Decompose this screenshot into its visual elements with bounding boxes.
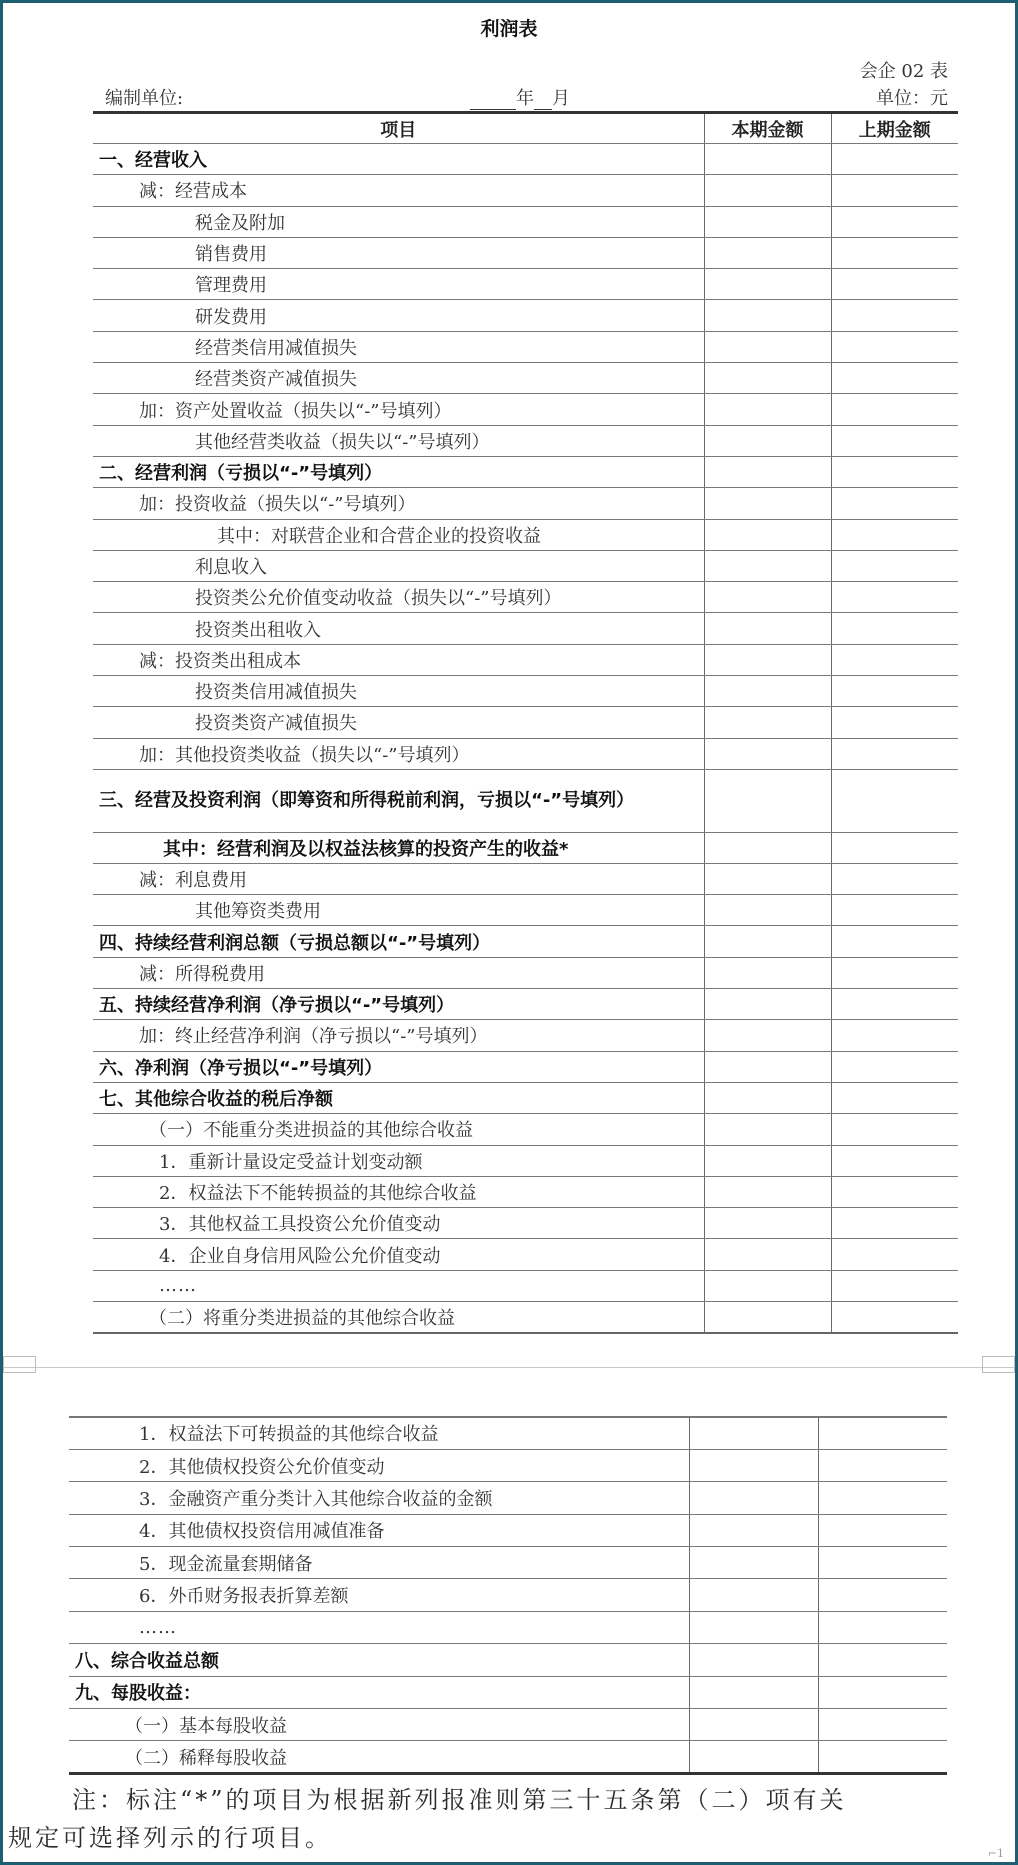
row-item-label: 2．其他债权投资公允价值变动 bbox=[69, 1449, 689, 1481]
table-row bbox=[93, 144, 958, 175]
row-item-label: 其中：对联营企业和合营企业的投资收益 bbox=[93, 519, 704, 550]
prior-period-amount-cell[interactable] bbox=[831, 175, 958, 206]
prior-period-amount-cell[interactable] bbox=[831, 1020, 958, 1051]
current-period-amount-cell[interactable] bbox=[704, 613, 831, 644]
row-item-label: 经营类信用减值损失 bbox=[93, 331, 704, 362]
table-row bbox=[93, 989, 958, 1020]
prior-period-amount-cell[interactable] bbox=[831, 425, 958, 456]
prior-period-amount-cell[interactable] bbox=[831, 895, 958, 926]
row-item-label: 五、持续经营净利润（净亏损以“-”号填列） bbox=[93, 989, 704, 1020]
row-item-label: 减：所得税费用 bbox=[93, 957, 704, 988]
row-item-label: 3．其他权益工具投资公允价值变动 bbox=[93, 1208, 704, 1239]
prior-period-amount-cell[interactable] bbox=[831, 206, 958, 237]
table-row bbox=[93, 1145, 958, 1176]
table-row bbox=[93, 676, 958, 707]
prior-period-amount-cell[interactable] bbox=[831, 519, 958, 550]
row-item-label: 二、经营利润（亏损以“-”号填列） bbox=[93, 456, 704, 487]
row-item-label: （二）将重分类进损益的其他综合收益 bbox=[93, 1301, 704, 1332]
current-period-amount-cell[interactable] bbox=[689, 1611, 818, 1643]
footnote-line-2: 规定可选择列示的行项目。 bbox=[8, 1824, 332, 1852]
prior-period-amount-cell[interactable] bbox=[831, 1270, 958, 1301]
prior-period-amount-cell[interactable] bbox=[831, 582, 958, 613]
row-item-label: 1．重新计量设定受益计划变动额 bbox=[93, 1145, 704, 1176]
table-row bbox=[93, 582, 958, 613]
table-body bbox=[69, 1417, 947, 1773]
row-item-label: 七、其他综合收益的税后净额 bbox=[93, 1082, 704, 1113]
current-period-amount-cell[interactable] bbox=[704, 269, 831, 300]
current-period-amount-cell[interactable] bbox=[689, 1741, 818, 1773]
current-period-amount-cell[interactable] bbox=[689, 1644, 818, 1676]
table-row bbox=[69, 1482, 947, 1514]
prior-period-amount-cell[interactable] bbox=[831, 769, 958, 832]
current-period-amount-cell[interactable] bbox=[689, 1676, 818, 1708]
prior-period-amount-cell[interactable] bbox=[831, 1145, 958, 1176]
table-row bbox=[93, 1239, 958, 1270]
report-period bbox=[470, 84, 570, 110]
row-item-label: 其他筹资类费用 bbox=[93, 895, 704, 926]
current-period-amount-cell[interactable] bbox=[704, 1270, 831, 1301]
current-period-amount-cell[interactable] bbox=[704, 926, 831, 957]
year-label: 年 bbox=[516, 88, 534, 109]
current-period-amount-cell[interactable] bbox=[704, 1301, 831, 1332]
prior-period-amount-cell[interactable] bbox=[831, 1208, 958, 1239]
prior-period-amount-cell[interactable] bbox=[818, 1709, 947, 1741]
table-row bbox=[93, 1301, 958, 1332]
prior-period-amount-cell[interactable] bbox=[831, 300, 958, 331]
row-item-label: 经营类资产减值损失 bbox=[93, 363, 704, 394]
current-period-amount-cell[interactable] bbox=[704, 488, 831, 519]
current-period-amount-cell[interactable] bbox=[704, 1020, 831, 1051]
table-row bbox=[93, 957, 958, 988]
prior-period-amount-cell[interactable] bbox=[831, 926, 958, 957]
current-period-amount-cell[interactable] bbox=[704, 206, 831, 237]
table-row bbox=[93, 425, 958, 456]
row-item-label: （一）基本每股收益 bbox=[69, 1709, 689, 1741]
row-item-label: 投资类公允价值变动收益（损失以“-”号填列） bbox=[93, 582, 704, 613]
table-row bbox=[69, 1741, 947, 1773]
row-item-label: 销售费用 bbox=[93, 237, 704, 268]
table-row bbox=[93, 832, 958, 863]
table-row bbox=[93, 550, 958, 581]
row-item-label: 四、持续经营利润总额（亏损总额以“-”号填列） bbox=[93, 926, 704, 957]
table-row bbox=[93, 269, 958, 300]
table-row bbox=[93, 613, 958, 644]
current-period-amount-cell[interactable] bbox=[704, 707, 831, 738]
row-item-label: 利息收入 bbox=[93, 550, 704, 581]
prior-period-amount-cell[interactable] bbox=[831, 394, 958, 425]
prior-period-amount-cell[interactable] bbox=[818, 1547, 947, 1579]
table-row bbox=[93, 738, 958, 769]
table-row bbox=[93, 488, 958, 519]
footnote bbox=[8, 1781, 1008, 1857]
current-period-amount-cell[interactable] bbox=[704, 456, 831, 487]
table-row bbox=[93, 1176, 958, 1207]
table-row bbox=[93, 769, 958, 832]
table-row bbox=[93, 237, 958, 268]
row-item-label: 六、净利润（净亏损以“-”号填列） bbox=[93, 1051, 704, 1082]
prior-period-amount-cell[interactable] bbox=[818, 1644, 947, 1676]
row-item-label: 其中：经营利润及以权益法核算的投资产生的收益* bbox=[93, 832, 704, 863]
prior-period-amount-cell[interactable] bbox=[831, 269, 958, 300]
table-row bbox=[93, 175, 958, 206]
row-item-label: 4．其他债权投资信用减值准备 bbox=[69, 1514, 689, 1546]
table-row bbox=[93, 331, 958, 362]
row-item-label: 研发费用 bbox=[93, 300, 704, 331]
table-row bbox=[69, 1514, 947, 1546]
table-row bbox=[93, 895, 958, 926]
prior-period-amount-cell[interactable] bbox=[818, 1514, 947, 1546]
current-period-amount-cell[interactable] bbox=[704, 237, 831, 268]
form-code: 会企 02 表 bbox=[859, 61, 948, 82]
row-item-label: 加：投资收益（损失以“-”号填列） bbox=[93, 488, 704, 519]
row-item-label: 1．权益法下可转损益的其他综合收益 bbox=[69, 1417, 689, 1449]
row-item-label: 税金及附加 bbox=[93, 206, 704, 237]
prior-period-amount-cell[interactable] bbox=[831, 144, 958, 175]
row-item-label: 管理费用 bbox=[93, 269, 704, 300]
current-period-amount-cell[interactable] bbox=[689, 1709, 818, 1741]
prior-period-amount-cell[interactable] bbox=[831, 644, 958, 675]
current-period-amount-cell[interactable] bbox=[704, 863, 831, 894]
currency-unit: 单位：元 bbox=[876, 88, 948, 109]
current-period-amount-cell[interactable] bbox=[704, 832, 831, 863]
prior-period-amount-cell[interactable] bbox=[831, 676, 958, 707]
current-period-amount-cell[interactable] bbox=[704, 957, 831, 988]
table-row bbox=[69, 1417, 947, 1449]
preparer-label: 编制单位: bbox=[105, 88, 184, 109]
page-corner-mark: ⌐1 bbox=[987, 1847, 1004, 1860]
prior-period-amount-cell[interactable] bbox=[831, 989, 958, 1020]
row-item-label: 九、每股收益： bbox=[69, 1676, 689, 1708]
table-row bbox=[93, 206, 958, 237]
current-period-amount-cell[interactable] bbox=[704, 738, 831, 769]
table-row bbox=[93, 1208, 958, 1239]
table-row bbox=[93, 456, 958, 487]
row-item-label: 三、经营及投资利润（即筹资和所得税前利润，亏损以“-”号填列） bbox=[93, 769, 704, 832]
prior-period-amount-cell[interactable] bbox=[831, 331, 958, 362]
footnote-text-1: 注：标注“*”的项目为根据新列报准则第三十五条第（二）项有关 bbox=[72, 1786, 847, 1814]
prior-period-amount-cell[interactable] bbox=[831, 613, 958, 644]
month-label: 月 bbox=[552, 88, 570, 109]
year-blank[interactable] bbox=[470, 91, 516, 110]
row-item-label: 2．权益法下不能转损益的其他综合收益 bbox=[93, 1176, 704, 1207]
row-item-label: 6．外币财务报表折算差额 bbox=[69, 1579, 689, 1611]
current-period-amount-cell[interactable] bbox=[704, 644, 831, 675]
current-period-amount-cell[interactable] bbox=[704, 363, 831, 394]
prior-period-amount-cell[interactable] bbox=[831, 1301, 958, 1332]
current-period-amount-cell[interactable] bbox=[704, 550, 831, 581]
column-header-prior-period: 上期金额 bbox=[831, 113, 958, 144]
row-item-label: 减：经营成本 bbox=[93, 175, 704, 206]
current-period-amount-cell[interactable] bbox=[704, 331, 831, 362]
prior-period-amount-cell[interactable] bbox=[831, 1239, 958, 1270]
current-period-amount-cell[interactable] bbox=[704, 1082, 831, 1113]
prior-period-amount-cell[interactable] bbox=[831, 863, 958, 894]
row-item-label: 加：资产处置收益（损失以“-”号填列） bbox=[93, 394, 704, 425]
current-period-amount-cell[interactable] bbox=[704, 519, 831, 550]
prior-period-amount-cell[interactable] bbox=[831, 550, 958, 581]
current-period-amount-cell[interactable] bbox=[704, 175, 831, 206]
current-period-amount-cell[interactable] bbox=[689, 1417, 818, 1449]
month-blank[interactable] bbox=[534, 91, 552, 110]
row-item-label: 投资类资产减值损失 bbox=[93, 707, 704, 738]
prior-period-amount-cell[interactable] bbox=[831, 363, 958, 394]
prior-period-amount-cell[interactable] bbox=[818, 1449, 947, 1481]
prior-period-amount-cell[interactable] bbox=[818, 1482, 947, 1514]
current-period-amount-cell[interactable] bbox=[704, 769, 831, 832]
row-item-label: 其他经营类收益（损失以“-”号填列） bbox=[93, 425, 704, 456]
row-item-label: 投资类出租收入 bbox=[93, 613, 704, 644]
footnote-line-1 bbox=[8, 1781, 1008, 1819]
current-period-amount-cell[interactable] bbox=[704, 1145, 831, 1176]
current-period-amount-cell[interactable] bbox=[704, 300, 831, 331]
table-row bbox=[69, 1611, 947, 1643]
table-row bbox=[69, 1676, 947, 1708]
row-item-label: 减：投资类出租成本 bbox=[93, 644, 704, 675]
page-break-marker-right bbox=[982, 1356, 1015, 1373]
table-row bbox=[93, 394, 958, 425]
prior-period-amount-cell[interactable] bbox=[831, 456, 958, 487]
page-break-marker-left bbox=[3, 1356, 36, 1373]
income-statement-table-page2 bbox=[69, 1416, 947, 1775]
row-item-label: 减：利息费用 bbox=[93, 863, 704, 894]
table-row bbox=[93, 519, 958, 550]
table-row bbox=[93, 300, 958, 331]
current-period-amount-cell[interactable] bbox=[704, 582, 831, 613]
current-period-amount-cell[interactable] bbox=[704, 1051, 831, 1082]
current-period-amount-cell[interactable] bbox=[704, 1176, 831, 1207]
row-item-label: 4．企业自身信用风险公允价值变动 bbox=[93, 1239, 704, 1270]
table-row bbox=[93, 644, 958, 675]
row-item-label: …… bbox=[69, 1611, 689, 1643]
current-period-amount-cell[interactable] bbox=[689, 1482, 818, 1514]
page-break-line bbox=[3, 1367, 1015, 1368]
row-item-label: …… bbox=[93, 1270, 704, 1301]
current-period-amount-cell[interactable] bbox=[704, 895, 831, 926]
table-row bbox=[93, 1270, 958, 1301]
table-row bbox=[93, 863, 958, 894]
prior-period-amount-cell[interactable] bbox=[831, 832, 958, 863]
prior-period-amount-cell[interactable] bbox=[831, 1082, 958, 1113]
prior-period-amount-cell[interactable] bbox=[831, 738, 958, 769]
row-item-label: 一、经营收入 bbox=[93, 144, 704, 175]
table-row bbox=[69, 1709, 947, 1741]
row-item-label: 加：其他投资类收益（损失以“-”号填列） bbox=[93, 738, 704, 769]
current-period-amount-cell[interactable] bbox=[689, 1514, 818, 1546]
current-period-amount-cell[interactable] bbox=[704, 1239, 831, 1270]
row-item-label: 3．金融资产重分类计入其他综合收益的金额 bbox=[69, 1482, 689, 1514]
prior-period-amount-cell[interactable] bbox=[818, 1741, 947, 1773]
table-row bbox=[69, 1644, 947, 1676]
column-header-current-period: 本期金额 bbox=[704, 113, 831, 144]
prior-period-amount-cell[interactable] bbox=[831, 488, 958, 519]
table-row bbox=[93, 1082, 958, 1113]
current-period-amount-cell[interactable] bbox=[704, 676, 831, 707]
row-item-label: 加：终止经营净利润（净亏损以“-”号填列） bbox=[93, 1020, 704, 1051]
prior-period-amount-cell[interactable] bbox=[831, 1114, 958, 1145]
prior-period-amount-cell[interactable] bbox=[818, 1579, 947, 1611]
prior-period-amount-cell[interactable] bbox=[831, 957, 958, 988]
current-period-amount-cell[interactable] bbox=[689, 1547, 818, 1579]
current-period-amount-cell[interactable] bbox=[704, 1114, 831, 1145]
current-period-amount-cell[interactable] bbox=[704, 1208, 831, 1239]
table-row bbox=[93, 1051, 958, 1082]
current-period-amount-cell[interactable] bbox=[704, 394, 831, 425]
table-row bbox=[69, 1579, 947, 1611]
row-item-label: 八、综合收益总额 bbox=[69, 1644, 689, 1676]
current-period-amount-cell[interactable] bbox=[704, 989, 831, 1020]
current-period-amount-cell[interactable] bbox=[689, 1449, 818, 1481]
current-period-amount-cell[interactable] bbox=[689, 1579, 818, 1611]
table-row bbox=[93, 707, 958, 738]
row-item-label: （一）不能重分类进损益的其他综合收益 bbox=[93, 1114, 704, 1145]
table-body bbox=[93, 144, 958, 1333]
row-item-label: （二）稀释每股收益 bbox=[69, 1741, 689, 1773]
current-period-amount-cell[interactable] bbox=[704, 425, 831, 456]
prior-period-amount-cell[interactable] bbox=[831, 1176, 958, 1207]
table-row bbox=[93, 1114, 958, 1145]
table-row bbox=[93, 363, 958, 394]
prior-period-amount-cell[interactable] bbox=[831, 237, 958, 268]
row-item-label: 5．现金流量套期储备 bbox=[69, 1547, 689, 1579]
prior-period-amount-cell[interactable] bbox=[831, 707, 958, 738]
column-header-item: 项目 bbox=[93, 113, 704, 144]
table-header-row bbox=[93, 113, 958, 144]
table-row bbox=[69, 1449, 947, 1481]
row-item-label: 投资类信用减值损失 bbox=[93, 676, 704, 707]
table-row bbox=[93, 1020, 958, 1051]
prior-period-amount-cell[interactable] bbox=[831, 1051, 958, 1082]
prior-period-amount-cell[interactable] bbox=[818, 1676, 947, 1708]
prior-period-amount-cell[interactable] bbox=[818, 1611, 947, 1643]
income-statement-table-page1 bbox=[93, 111, 958, 1334]
table-row bbox=[69, 1547, 947, 1579]
document-title: 利润表 bbox=[480, 18, 538, 40]
current-period-amount-cell[interactable] bbox=[704, 144, 831, 175]
prior-period-amount-cell[interactable] bbox=[818, 1417, 947, 1449]
table-row bbox=[93, 926, 958, 957]
